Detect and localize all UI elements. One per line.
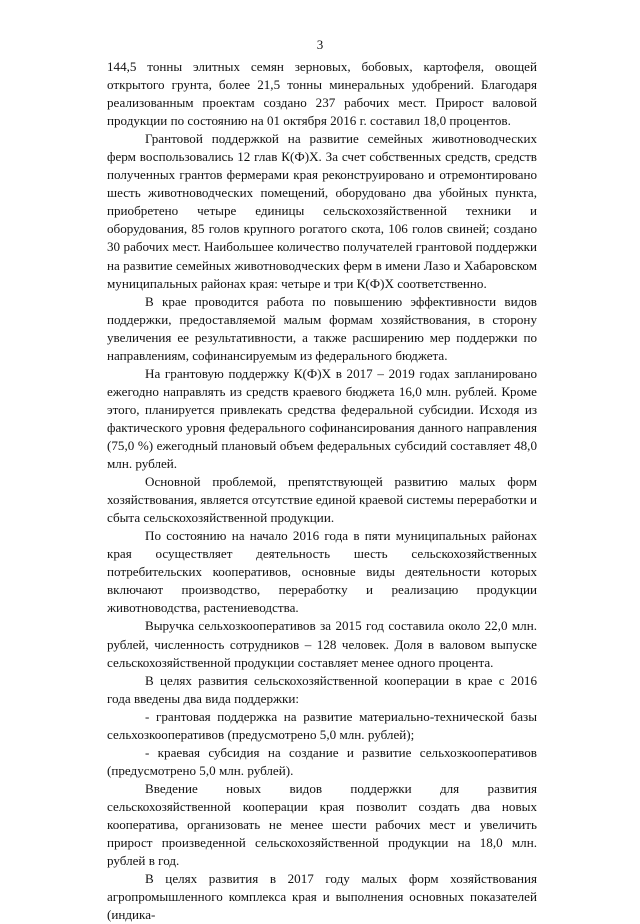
paragraph-support-efficiency: В крае проводится работа по повышению эффективности видов поддержки, предоставляемой малым формам хозяйствования, в сторону увеличения ее результативности, а также расширению мер поддержки по направлениям, софинансируемым из федерального бюджета.: [107, 293, 537, 363]
paragraph-farm-grants: Грантовой поддержкой на развитие семейных животноводческих ферм воспользовались 12 глав К(Ф)Х. За счет собственных средств, средств полученных грантов фермерами края реконструировано и отремонтировано шесть животноводческих помещений, оборудовано два убойных пункта, приобретено четыре единицы сельскохозяйственной техники и оборудования, 85 голов крупного рогатого скота, 106 голов свиней; создано 30 рабочих мест. Наибольшее количество получателей грантовой поддержки на развитие семейных животноводческих ферм в имени Лазо и Хабаровском муниципальных районах края: четыре и три К(Ф)Х соответственно.: [107, 131, 537, 291]
paragraph-yield-results: 144,5 тонны элитных семян зерновых, бобовых, картофеля, овощей открытого грунта, более 21,5 тонны минеральных удобрений. Благодаря реализованным проектам создано 237 рабочих мест. Прирост валовой продукции по состоянию на 01 октября 2016 г. составил 18,0 процентов.: [107, 59, 537, 129]
paragraph-support-types-intro: В целях развития сельскохозяйственной кооперации в крае с 2016 года введены два вида поддержки:: [107, 672, 537, 706]
paragraph-cooperatives-revenue: Выручка сельхозкооперативов за 2015 год составила около 22,0 млн. рублей, численность сотрудников – 128 человек. Доля в валовом выпуске сельскохозяйственной продукции составляет менее одного процента.: [107, 618, 537, 670]
list-item-grant-support: - грантовая поддержка на развитие материально-технической базы сельхозкооперативов (предусмотрено 5,0 млн. рублей);: [107, 708, 537, 742]
paragraph-new-support-effects: Введение новых видов поддержки для развития сельскохозяйственной кооперации края позволит создать два новых кооператива, организовать не менее шести рабочих мест и увеличить прирост произведенной сельскохозяйственной продукции на 18,0 млн. рублей в год.: [107, 780, 537, 869]
list-item-regional-subsidy: - краевая субсидия на создание и развитие сельхозкооперативов (предусмотрено 5,0 млн. рублей).: [107, 744, 537, 778]
paragraph-main-problem: Основной проблемой, препятствующей развитию малых форм хозяйствования, является отсутствие единой краевой системы переработки и сбыта сельскохозяйственной продукции.: [107, 474, 537, 526]
document-body: [107, 58, 537, 924]
paragraph-2017-goals: В целях развития в 2017 году малых форм хозяйствования агропромышленного комплекса края и выполнения основных показателей (индика-: [107, 871, 537, 923]
paragraph-grant-plans: На грантовую поддержку К(Ф)Х в 2017 – 2019 годах запланировано ежегодно направлять из средств краевого бюджета 16,0 млн. рублей. Кроме этого, планируется привлекать средства федеральной субсидии. Исходя из фактического уровня федерального софинансирования данного направления (75,0 %) ежегодный плановый объем федеральных субсидий составляет 48,0 млн. рублей.: [107, 365, 537, 472]
paragraph-cooperatives-status: По состоянию на начало 2016 года в пяти муниципальных районах края осуществляет деятельность шесть сельскохозяйственных потребительских кооперативов, основные виды деятельности которых включают производство, переработку и реализацию продукции животноводства, растениеводства.: [107, 528, 537, 616]
page-number: 3: [316, 37, 324, 52]
